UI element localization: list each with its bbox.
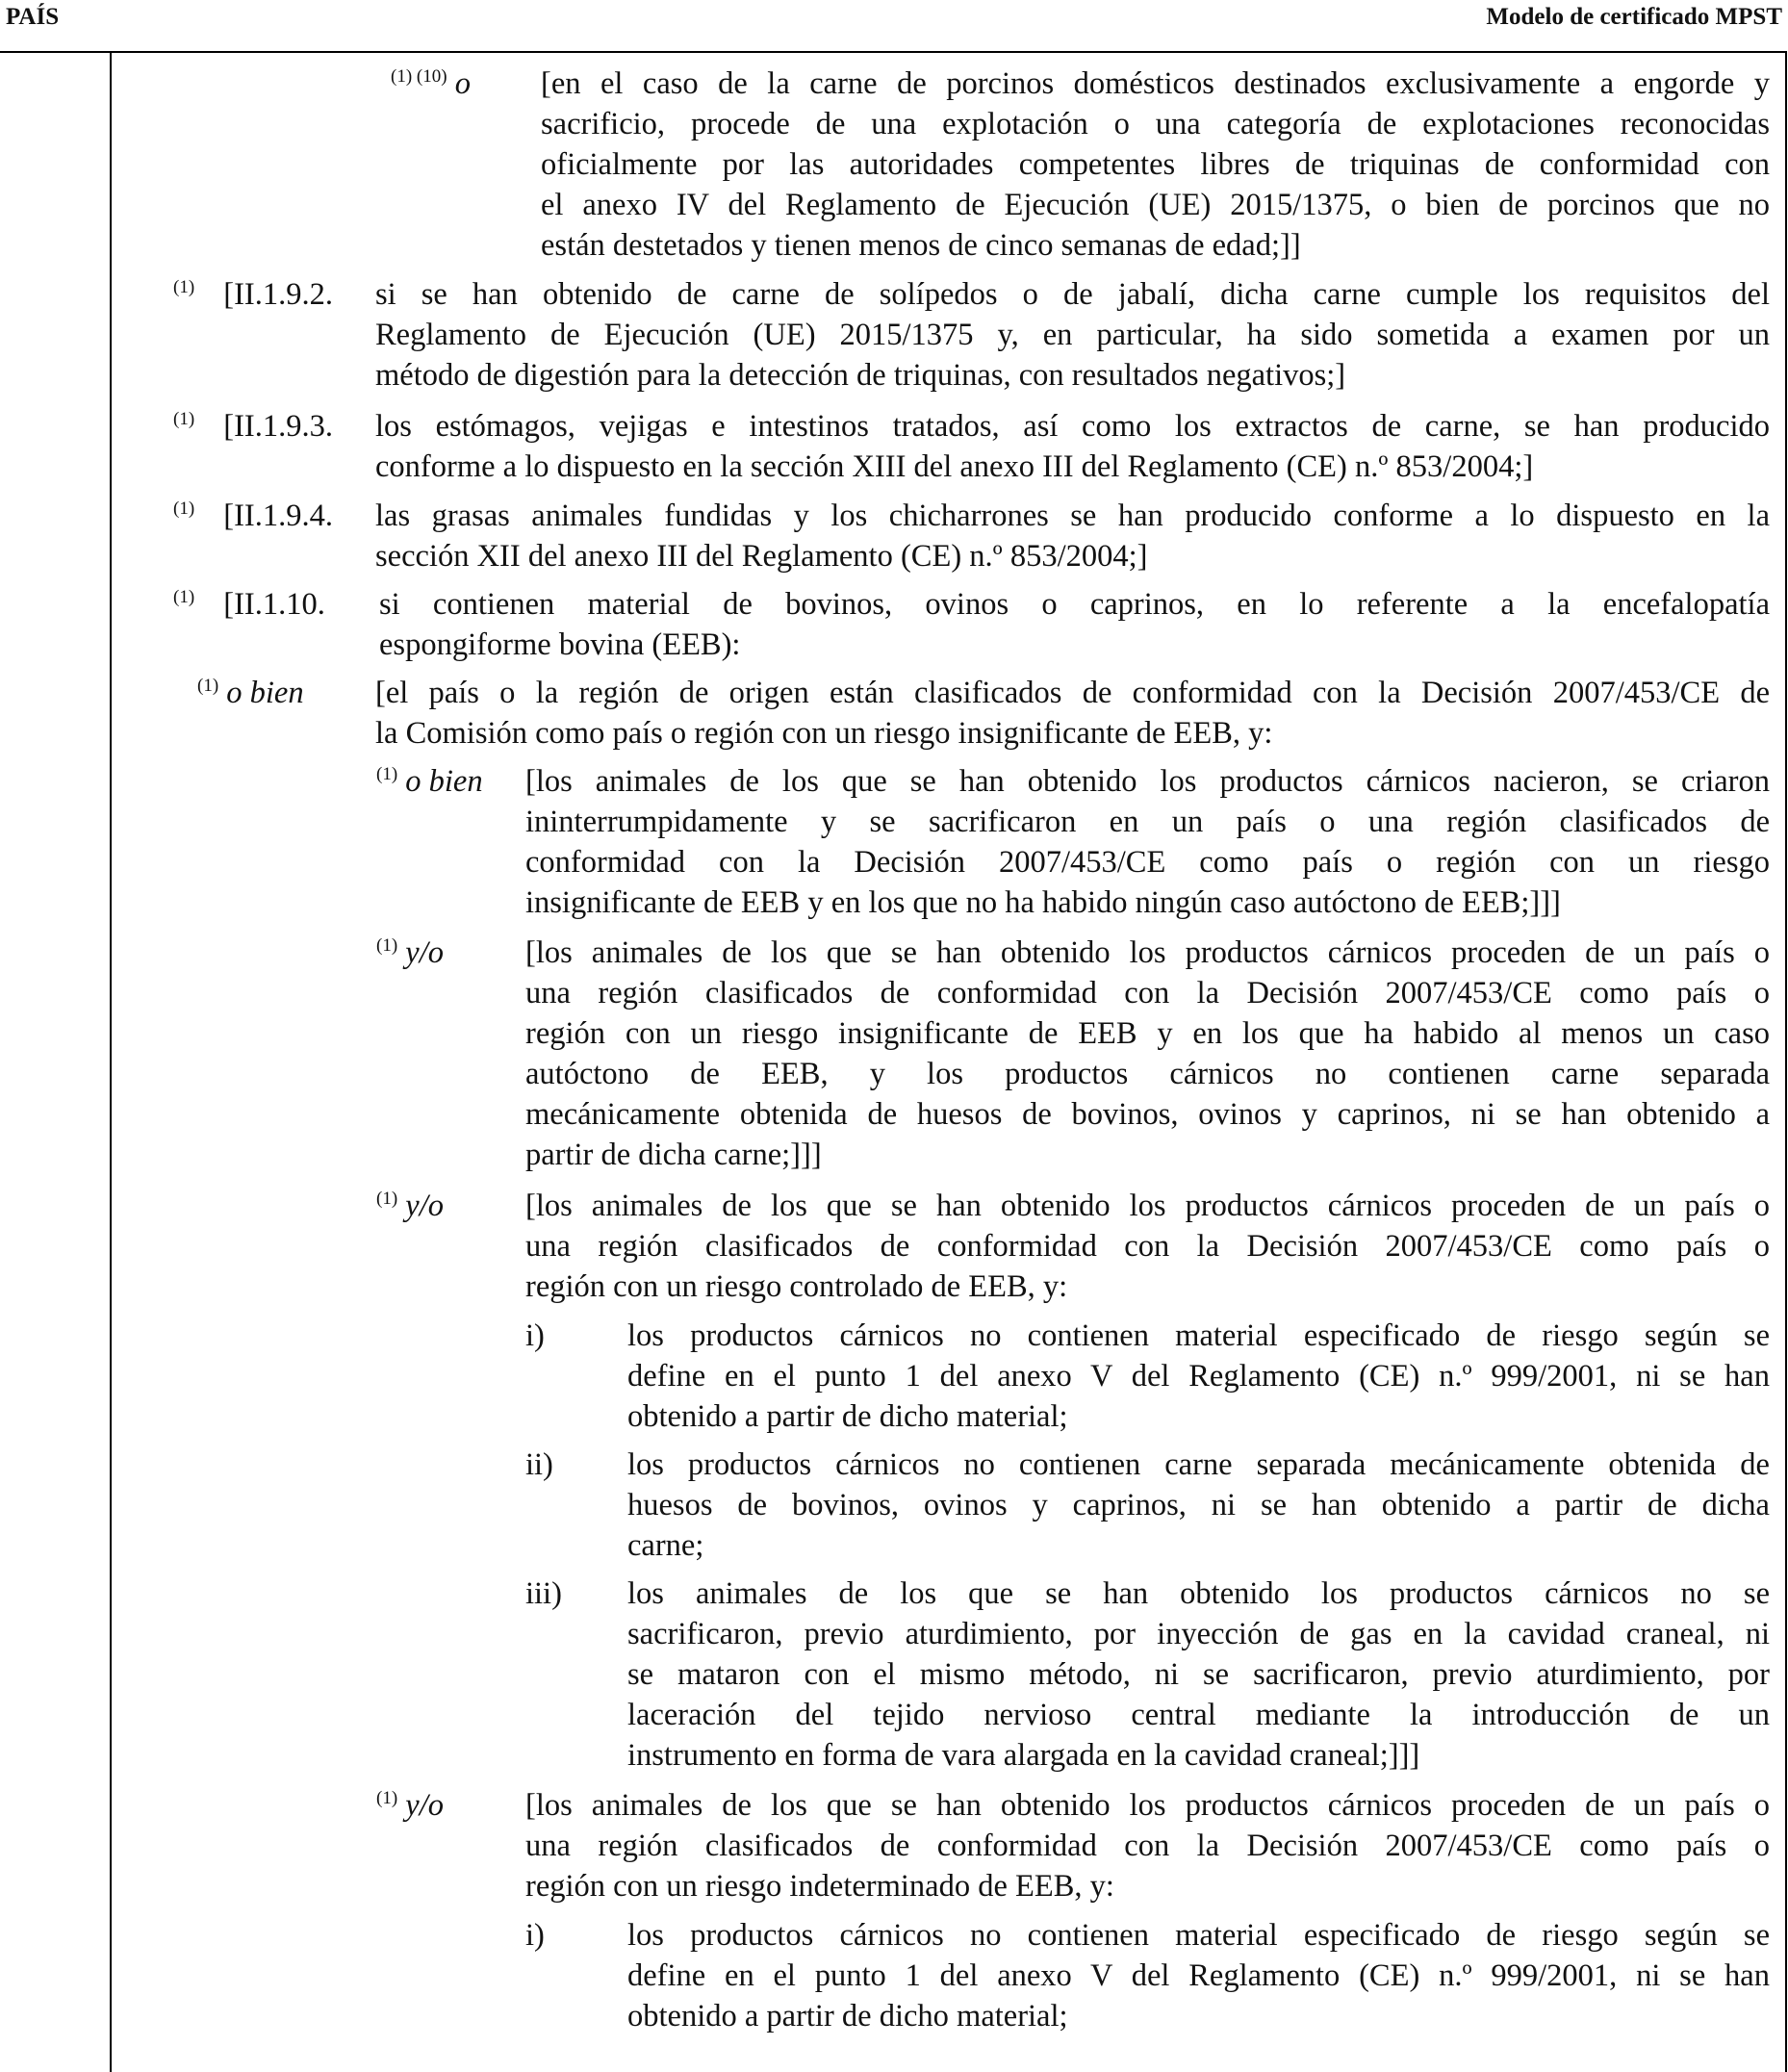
text-line: la Comisión como país o región con un riesgo insignificante de EEB, y: bbox=[375, 716, 1273, 751]
clause-marker bbox=[376, 1186, 444, 1226]
text-line: instrumento en forma de vara alargada en la cavidad craneal;]]] bbox=[627, 1738, 1420, 1773]
text-line: define en el punto 1 del anexo V del Reglamento (CE) n.º 999/2001, ni se han bbox=[627, 1958, 1770, 1993]
clause-marker bbox=[173, 584, 325, 625]
text-line: región con un riesgo indeterminado de EEB, y: bbox=[525, 1869, 1114, 1904]
text-line: una región clasificados de conformidad con la Decisión 2007/453/CE como país o bbox=[525, 976, 1770, 1010]
text-line: espongiforme bovina (EEB): bbox=[379, 627, 741, 662]
clause-text bbox=[375, 673, 1770, 754]
subclause-text bbox=[627, 1316, 1770, 1437]
clause-label: o bbox=[454, 66, 471, 101]
footnote-ref: (1) bbox=[376, 935, 398, 956]
footnote-ref: (1) bbox=[173, 499, 195, 519]
clause-text bbox=[525, 1785, 1770, 1906]
footnote-ref: (1) bbox=[173, 587, 195, 607]
clause-number: [II.1.9.4. bbox=[223, 499, 333, 533]
footnote-ref: (1) bbox=[173, 277, 195, 297]
text-line: están destetados y tienen menos de cinco semanas de edad;]] bbox=[541, 228, 1301, 263]
text-line: [en el caso de la carne de porcinos domésticos destinados exclusivamente a engorde y bbox=[541, 66, 1770, 101]
clause-marker bbox=[376, 1785, 444, 1826]
clause-text bbox=[525, 761, 1770, 923]
header-certificate-model: Modelo de certificado MPST bbox=[1486, 4, 1782, 30]
text-line: [los animales de los que se han obtenido los productos cárnicos proceden de un país o bbox=[525, 1788, 1770, 1823]
clause-text bbox=[375, 406, 1770, 487]
text-line: región con un riesgo insignificante de EEB y en los que ha habido al menos un caso bbox=[525, 1016, 1770, 1051]
text-line: [los animales de los que se han obtenido los productos cárnicos nacieron, se criaron bbox=[525, 764, 1770, 799]
subclause-marker: ii) bbox=[525, 1447, 553, 1482]
clause-number: [II.1.9.3. bbox=[223, 409, 333, 444]
clause-text bbox=[525, 1186, 1770, 1307]
clause-label: y/o bbox=[405, 935, 444, 970]
text-line: carne; bbox=[627, 1528, 704, 1563]
text-line: partir de dicha carne;]]] bbox=[525, 1138, 822, 1172]
text-line: oficialmente por las autoridades competentes libres de triquinas de conformidad con bbox=[541, 147, 1770, 182]
text-line: laceración del tejido nervioso central mediante la introducción de un bbox=[627, 1698, 1770, 1732]
clause-label: o bien bbox=[405, 764, 483, 799]
text-line: si contienen material de bovinos, ovinos o caprinos, en lo referente a la encefalopatía bbox=[379, 587, 1770, 622]
clause-marker bbox=[173, 496, 333, 536]
footnote-ref: (1) bbox=[197, 676, 219, 696]
text-line: los animales de los que se han obtenido los productos cárnicos no se bbox=[627, 1576, 1770, 1611]
text-line: conformidad con la Decisión 2007/453/CE como país o región con un riesgo bbox=[525, 845, 1770, 880]
clause-marker bbox=[391, 64, 471, 104]
text-line: se mataron con el mismo método, ni se sacrificaron, previo aturdimiento, por bbox=[627, 1657, 1770, 1692]
subclause-text bbox=[627, 1445, 1770, 1566]
subclause-text bbox=[627, 1915, 1770, 2036]
text-line: sacrificio, procede de una explotación o una categoría de explotaciones reconocidas bbox=[541, 107, 1770, 141]
text-line: sacrificaron, previo aturdimiento, por inyección de gas en la cavidad craneal, ni bbox=[627, 1617, 1770, 1651]
clause-text bbox=[525, 933, 1770, 1175]
clause-text bbox=[541, 64, 1770, 266]
header-country: PAÍS bbox=[6, 4, 60, 30]
clause-label: y/o bbox=[405, 1788, 444, 1823]
text-line: [el país o la región de origen están clasificados de conformidad con la Decisión 2007/453/CE de bbox=[375, 676, 1770, 710]
column-divider bbox=[110, 51, 112, 2072]
footnote-ref: (1) (10) bbox=[391, 66, 447, 87]
text-line: región con un riesgo controlado de EEB, y: bbox=[525, 1269, 1068, 1304]
clause-text bbox=[375, 274, 1770, 396]
text-line: [los animales de los que se han obtenido los productos cárnicos proceden de un país o bbox=[525, 1189, 1770, 1223]
text-line: los estómagos, vejigas e intestinos tratados, así como los extractos de carne, se han producido bbox=[375, 409, 1770, 444]
text-line: los productos cárnicos no contienen carne separada mecánicamente obtenida de bbox=[627, 1447, 1770, 1482]
text-line: una región clasificados de conformidad con la Decisión 2007/453/CE como país o bbox=[525, 1829, 1770, 1863]
text-line: los productos cárnicos no contienen material especificado de riesgo según se bbox=[627, 1318, 1770, 1353]
clause-marker bbox=[376, 933, 444, 973]
text-line: las grasas animales fundidas y los chicharrones se han producido conforme a lo dispuesto en la bbox=[375, 499, 1770, 533]
subclause-text bbox=[627, 1573, 1770, 1776]
text-line: los productos cárnicos no contienen material especificado de riesgo según se bbox=[627, 1918, 1770, 1953]
text-line: sección XII del anexo III del Reglamento (CE) n.º 853/2004;] bbox=[375, 539, 1148, 574]
text-line: obtenido a partir de dicho material; bbox=[627, 1399, 1068, 1434]
clause-label: y/o bbox=[405, 1189, 444, 1223]
text-line: huesos de bovinos, ovinos y caprinos, ni se han obtenido a partir de dicha bbox=[627, 1488, 1770, 1522]
text-line: Reglamento de Ejecución (UE) 2015/1375 y, en particular, ha sido sometida a examen por un bbox=[375, 318, 1770, 352]
clause-number: [II.1.10. bbox=[223, 587, 325, 622]
subclause-marker: i) bbox=[525, 1318, 545, 1353]
subclause-marker: i) bbox=[525, 1918, 545, 1953]
text-line: una región clasificados de conformidad con la Decisión 2007/453/CE como país o bbox=[525, 1229, 1770, 1264]
clause-label: o bien bbox=[226, 676, 304, 710]
text-line: insignificante de EEB y en los que no ha habido ningún caso autóctono de EEB;]]] bbox=[525, 885, 1561, 920]
clause-marker bbox=[376, 761, 483, 802]
clause-marker bbox=[173, 406, 333, 447]
text-line: ininterrumpidamente y se sacrificaron en un país o una región clasificados de bbox=[525, 805, 1770, 839]
clause-text bbox=[379, 584, 1770, 665]
text-line: obtenido a partir de dicho material; bbox=[627, 1999, 1068, 2034]
clause-marker bbox=[173, 274, 333, 315]
text-line: el anexo IV del Reglamento de Ejecución (UE) 2015/1375, o bien de porcinos que no bbox=[541, 188, 1770, 222]
text-line: conforme a lo dispuesto en la sección XIII del anexo III del Reglamento (CE) n.º 853/2004;] bbox=[375, 449, 1534, 484]
text-line: método de digestión para la detección de triquinas, con resultados negativos;] bbox=[375, 358, 1346, 393]
text-line: mecánicamente obtenida de huesos de bovinos, ovinos y caprinos, ni se han obtenido a bbox=[525, 1097, 1770, 1132]
footnote-ref: (1) bbox=[173, 409, 195, 429]
footnote-ref: (1) bbox=[376, 764, 398, 784]
text-line: define en el punto 1 del anexo V del Reglamento (CE) n.º 999/2001, ni se han bbox=[627, 1359, 1770, 1394]
subclause-marker: iii) bbox=[525, 1576, 562, 1611]
clause-marker bbox=[197, 673, 304, 713]
text-line: autóctono de EEB, y los productos cárnicos no contienen carne separada bbox=[525, 1057, 1770, 1091]
footnote-ref: (1) bbox=[376, 1189, 398, 1209]
text-line: [los animales de los que se han obtenido los productos cárnicos proceden de un país o bbox=[525, 935, 1770, 970]
footnote-ref: (1) bbox=[376, 1788, 398, 1808]
clause-number: [II.1.9.2. bbox=[223, 277, 333, 312]
clause-text bbox=[375, 496, 1770, 576]
text-line: si se han obtenido de carne de solípedos o de jabalí, dicha carne cumple los requisitos del bbox=[375, 277, 1770, 312]
